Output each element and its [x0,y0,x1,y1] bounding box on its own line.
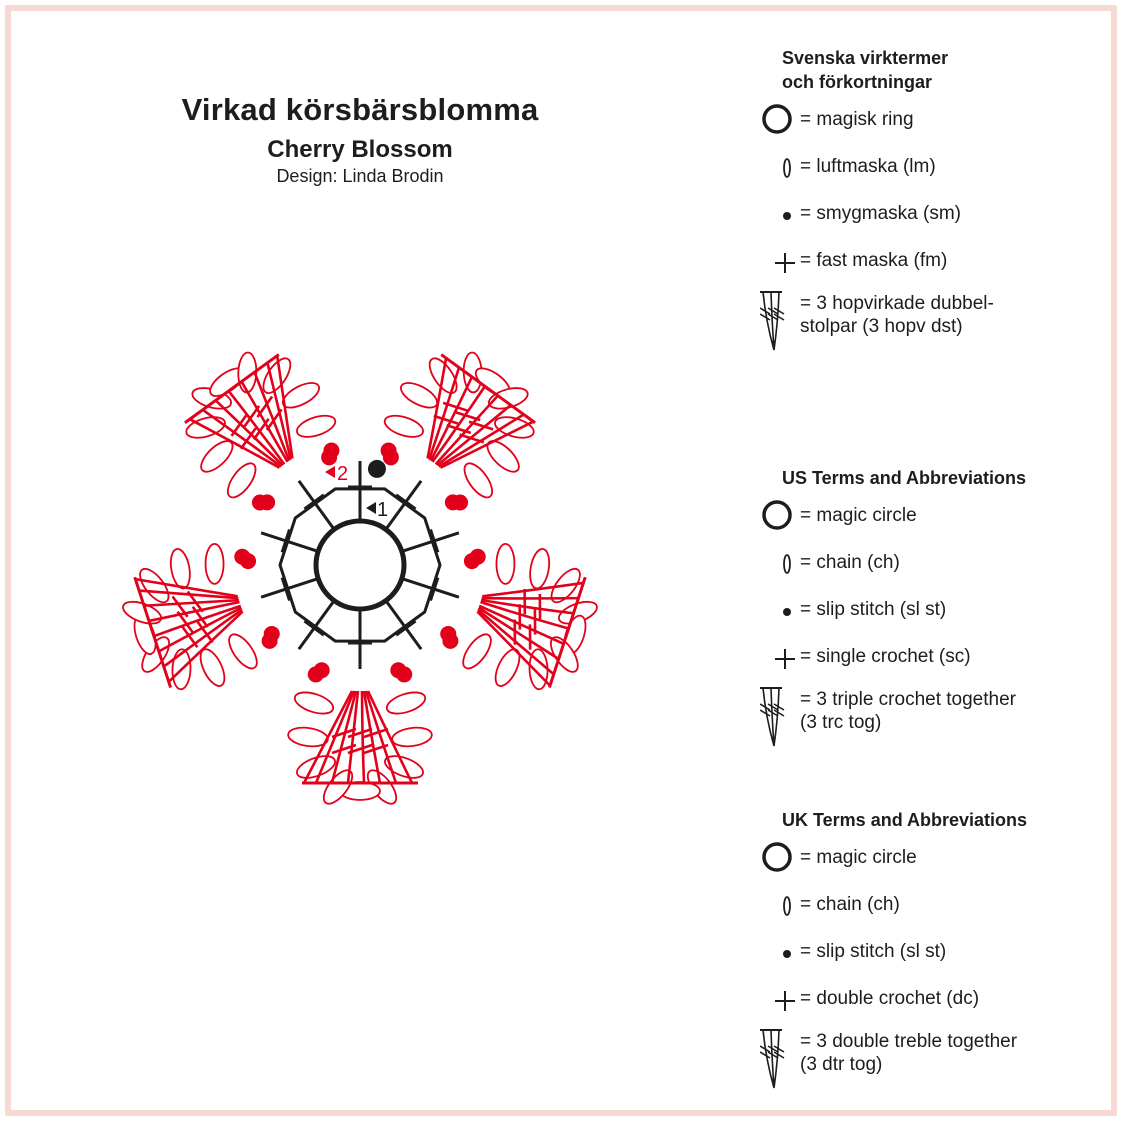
slip-stitch-icon [760,198,796,238]
legend-text-line1: = 3 triple crochet together [800,689,1016,710]
legend-text-line2: stolpar (3 hopv dst) [800,316,963,337]
single-crochet-bar [304,621,323,635]
legend-heading-line1: Svenska virktermer [782,48,949,68]
legend-heading [782,46,1090,94]
chain-loop [527,547,552,590]
legend-item-cluster [760,292,1090,354]
chain-loop [168,547,193,590]
magic-ring-icon [760,104,796,144]
legend-text-line2: (3 trc tog) [800,712,882,733]
legend-text: = magic circle [800,847,917,868]
legend-heading: US Terms and Abbreviations [782,468,1027,488]
legend-uk [760,808,1090,1092]
chain-loop [483,436,524,477]
cluster-icon [760,684,796,748]
legend-us [760,466,1090,750]
legend-item-chain [760,151,1090,198]
cluster-icon [760,288,796,352]
single-crochet-stem [299,481,333,528]
legend-text: = chain (ch) [800,552,900,573]
single-crochet-stem [387,602,421,649]
magic-ring-icon [760,500,796,540]
legend-item-chain [760,547,1090,594]
legend-text: = chain (ch) [800,894,900,915]
legend-text: = fast maska (fm) [800,250,948,271]
round2-label: 2 [337,463,349,485]
petal [158,325,347,508]
legend-item-magic-ring [760,842,1090,889]
single-crochet-icon [760,641,796,681]
round2-arrow-icon [325,466,335,478]
legend-text: = double crochet (dc) [800,988,980,1009]
legend-text: = luftmaska (lm) [800,156,936,177]
slip-stitch-icon [760,936,796,976]
legend-text [800,292,994,338]
chain-loop [391,725,433,748]
single-crochet-bar [396,495,415,509]
legend-heading: UK Terms and Abbreviations [782,810,1028,830]
legend-item-cluster [760,688,1090,750]
pattern-title: Virkad körsbärsblomma [181,92,539,127]
round2-slip-stitch [464,553,480,569]
chain-loop [224,630,262,673]
chain-loop [384,688,428,717]
magic-ring-icon [760,842,796,882]
cluster-hash-mark [227,415,251,436]
petal [287,688,433,808]
chain-loop [294,412,338,441]
round2-slip-stitch [383,449,399,465]
legend-item-single-crochet [760,245,1090,292]
legend-text [800,1030,1017,1076]
legend-swedish [760,46,1090,354]
round1-group [261,460,459,669]
chain-icon [760,151,796,191]
chain-loop [223,459,261,502]
chain-loop [459,459,497,502]
chain-icon [760,889,796,929]
round2-slip-stitch [321,449,337,465]
round2-slip-stitch [390,662,406,678]
chain-loop [294,752,338,783]
chain-loop [458,630,496,673]
legend-text-line1: = 3 hopvirkade dubbel- [800,293,994,314]
legend-item-slip-stitch [760,198,1090,245]
chain-loop [206,544,224,584]
legend-text: = smygmaska (sm) [800,203,961,224]
legend-text: = single crochet (sc) [800,646,971,667]
single-crochet-icon [760,245,796,285]
legend-item-slip-stitch [760,594,1090,641]
single-crochet-icon [760,983,796,1023]
title-block [160,92,560,187]
legend-item-magic-ring [760,104,1090,151]
legend-heading-line2: och förkortningar [782,72,933,92]
legend-text: = slip stitch (sl st) [800,941,947,962]
legend-item-single-crochet [760,641,1090,688]
single-crochet-stem [299,602,333,649]
round1-arrow-icon [366,502,376,514]
pattern-subtitle: Cherry Blossom [267,136,453,163]
legend-text [800,688,1016,734]
round2-slip-stitch [234,549,250,565]
single-crochet-stem [387,481,421,528]
round2-slip-stitch [264,626,280,642]
crochet-chart-diagram [90,320,650,840]
round1-label: 1 [377,499,389,521]
round1-slip-stitch [368,460,386,478]
round2-slip-stitch [442,633,458,649]
chain-loop [382,412,426,441]
designer-credit: Design: Linda Brodin [276,166,444,186]
legend-item-magic-ring [760,500,1090,547]
round2-slip-stitch [452,494,468,510]
chain-loop [292,688,336,717]
petal-group [106,325,614,808]
slip-stitch-icon [760,594,796,634]
legend-text: = magic circle [800,505,917,526]
magic-ring [316,521,404,609]
cluster-stem [362,691,364,783]
chain-loop [397,378,441,413]
legend-text: = slip stitch (sl st) [800,599,947,620]
single-crochet-bar [304,495,323,509]
petal [373,325,562,508]
legend-item-chain [760,889,1090,936]
chain-loop [496,544,514,584]
chain-loop [491,646,525,690]
legend-item-slip-stitch [760,936,1090,983]
chain-icon [760,547,796,587]
round2-slip-stitch [259,494,275,510]
round2-slip-stitch [308,666,324,682]
legend-item-cluster [760,1030,1090,1092]
legend-text-line1: = 3 double treble together [800,1031,1018,1052]
single-crochet-bar [396,621,415,635]
cluster-icon [760,1026,796,1090]
legend-text-line2: (3 dtr tog) [800,1054,883,1075]
legend-item-single-crochet [760,983,1090,1030]
legend-text: = magisk ring [800,109,914,130]
